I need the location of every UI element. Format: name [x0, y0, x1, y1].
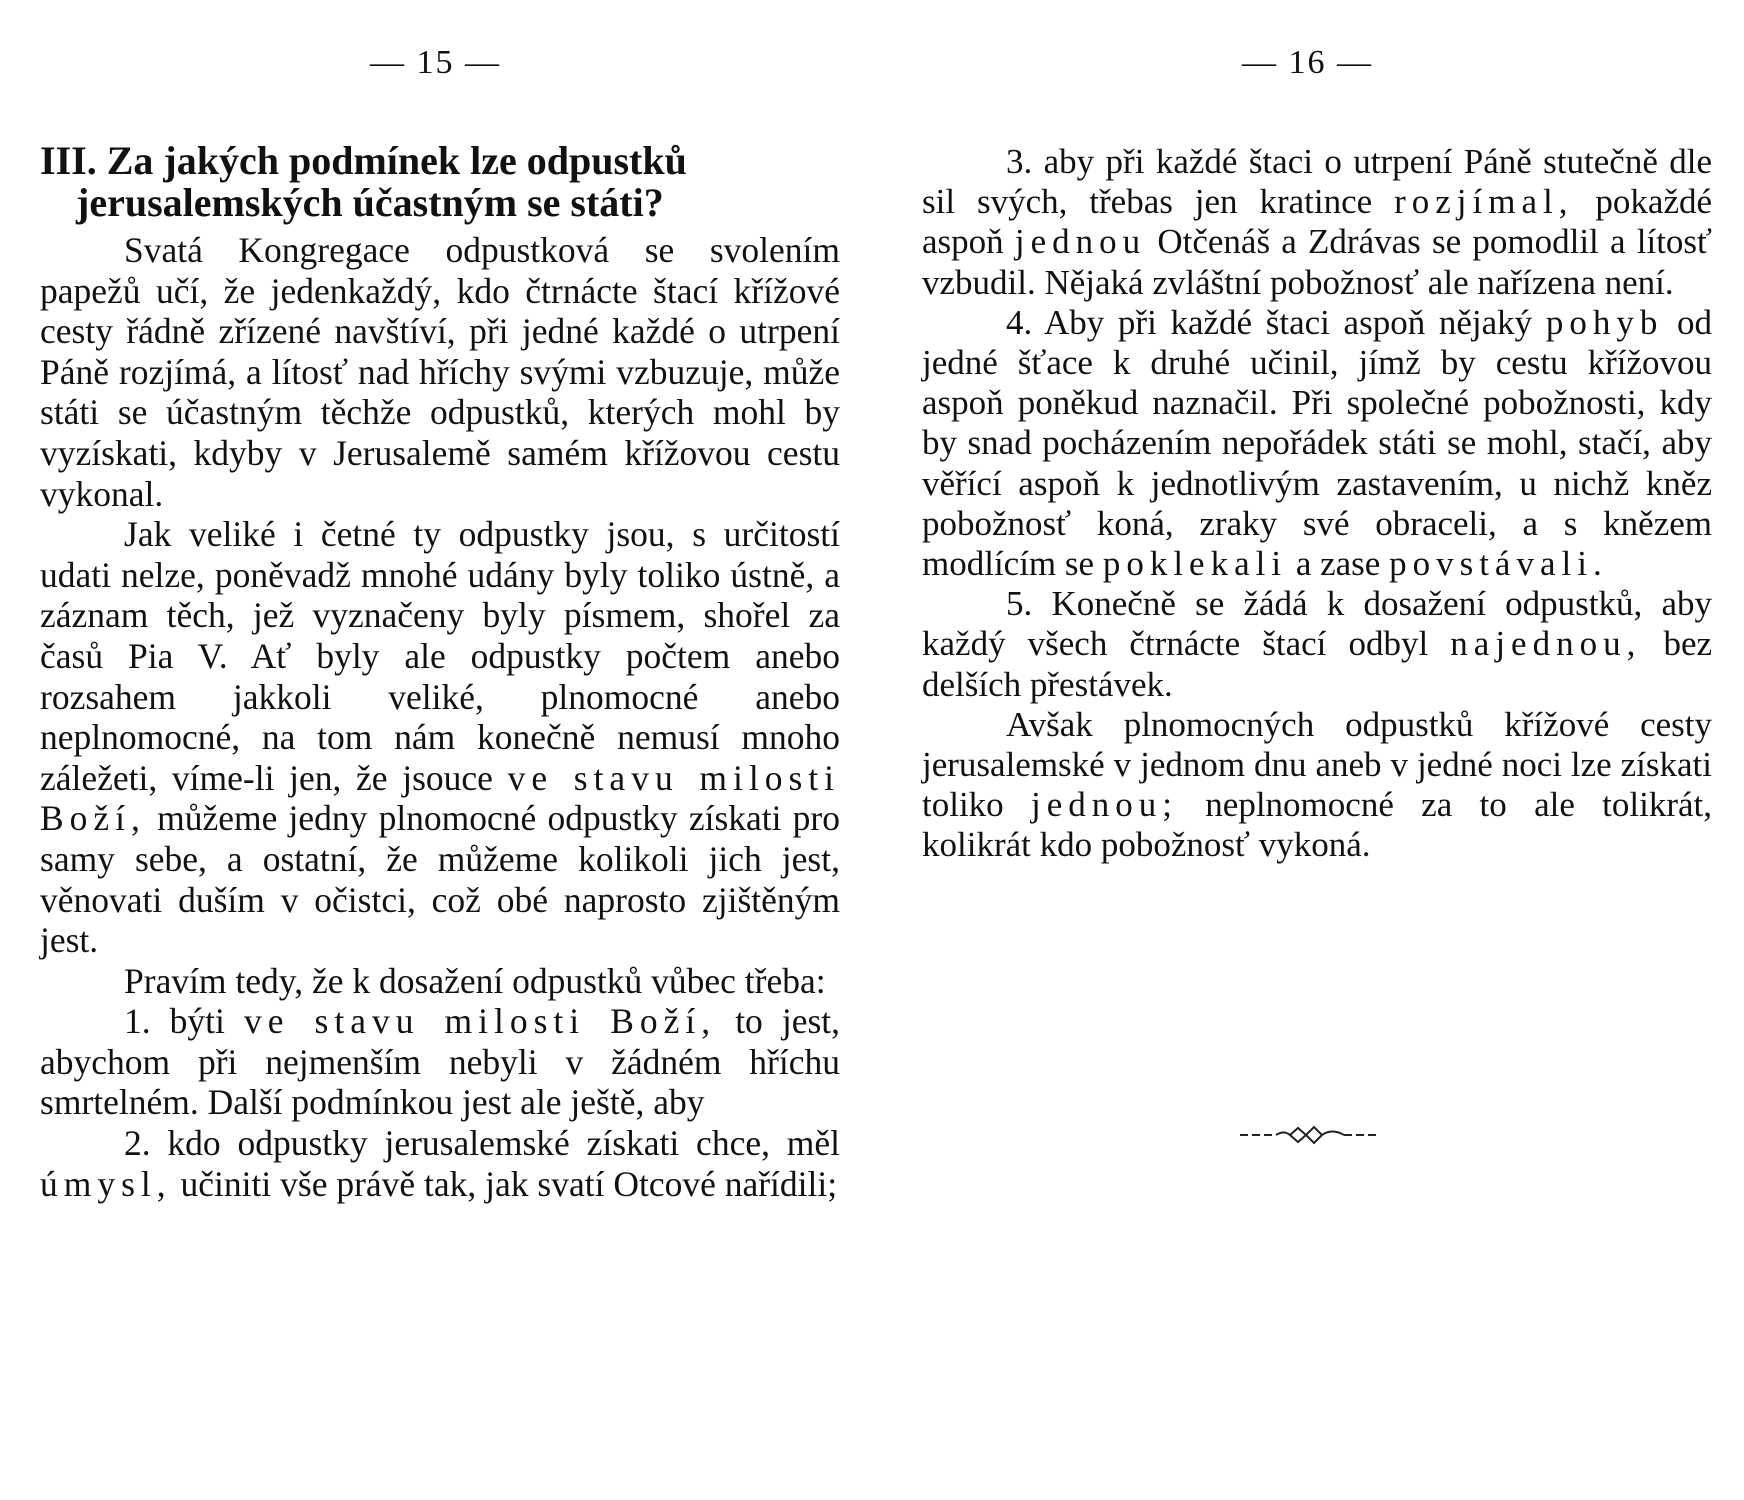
- paragraph: Pravím tedy, že k dosažení odpustků vůbec třeba:: [124, 960, 826, 1001]
- text-run: pokaždé aspoň: [922, 182, 1713, 262]
- emphasis-text: povstávali.: [1389, 544, 1608, 584]
- text-run: 4. Aby při každé štaci aspoň nějaký: [1006, 302, 1533, 342]
- page-number: — 16 —: [1242, 44, 1373, 81]
- emphasis-text: ve stavu milosti Boží,: [243, 1001, 717, 1042]
- paragraph: Svatá Kongregace odpustková se svolením papežů učí, že jedenkaždý, kdo čtrnácte štací křížové cesty řádně zřízené navštíví, při jedné každé o utrpení Páně rozjímá, a lítosť nad hříchy svými vzbuzuje, může státi se účastným těchže odpustků, kterých mohl by vyzískati, kdyby v Jerusalemě samém křížovou cestu vykonal.: [40, 230, 840, 514]
- text-run: bez delších přestávek.: [922, 624, 1713, 704]
- ornament-divider-icon: [1240, 1118, 1380, 1148]
- text-run: učiniti vše právě tak, jak svatí Otcové nařídili;: [180, 1163, 838, 1204]
- emphasis-text: ve stavu milosti Boží,: [40, 757, 840, 839]
- heading-line-1: III. Za jakých podmínek lze odpustků: [40, 138, 687, 183]
- paragraph: [40, 1123, 840, 1204]
- emphasis-text: rozjímal,: [1394, 182, 1574, 222]
- emphasis-text: úmysl,: [40, 1163, 172, 1204]
- text-run: 1. býti: [124, 1001, 225, 1042]
- paragraph: [922, 584, 1712, 705]
- paragraph: [40, 1001, 840, 1123]
- emphasis-text: poklekali: [1102, 544, 1288, 584]
- left-page: [40, 0, 840, 1500]
- page-number: — 15 —: [370, 44, 501, 81]
- text-run: 2. kdo odpustky jerusalemské získati chce, měl: [124, 1123, 840, 1164]
- text-run: to jest, abychom při nejmenším nebyli v žádném hříchu smrtelném. Další podmínkou jest ale ještě, aby: [40, 1001, 841, 1123]
- paragraph: [922, 142, 1712, 303]
- section-heading: [40, 140, 840, 224]
- heading-line-2: jerusalemských účastným se státi?: [76, 180, 664, 225]
- text-run: Otčenáš a Zdrávas se pomodlil a lítosť vzbudil. Nějaká zvláštní pobožnosť ale nařízena není.: [922, 222, 1712, 302]
- right-page: [922, 0, 1712, 1500]
- emphasis-text: jednou: [1014, 222, 1147, 262]
- text-run: neplnomocné za to ale tolikrát, kolikrát kdo pobožnosť vykoná.: [922, 785, 1713, 865]
- paragraph: [40, 514, 840, 961]
- left-page-content: [40, 140, 840, 1204]
- text-run: 3. aby při každé štaci o utrpení Páně stutečně dle sil svých, třebas jen kratince: [922, 142, 1712, 222]
- text-run: a zase: [1295, 544, 1381, 584]
- paragraph: [922, 705, 1712, 866]
- emphasis-text: jednou;: [1031, 785, 1178, 825]
- text-run: Avšak plnomocných odpustků křížové cesty jerusalemské v jednom dnu aneb v jedné noci lze získati toliko: [922, 704, 1712, 825]
- right-page-content: [922, 142, 1712, 866]
- emphasis-text: pohyb: [1545, 302, 1664, 342]
- text-run: od jedné šťace k druhé učinil, jímž by cestu křížovou aspoň poněkud naznačil. Při společné pobožnosti, kdy by snad pocházením nepořádek státi se mohl, stačí, aby věřící aspoň k jednotlivým zastavením, u nichž kněz pobožnosť koná, zraky své obraceli, a s knězem modlícím se: [922, 302, 1713, 584]
- emphasis-text: najednou,: [1450, 624, 1642, 664]
- text-run: můžeme jedny plnomocné odpustky získati pro samy sebe, a ostatní, že můžeme kolikoli jich jest, věnovati duším v očistci, což obé naprosto zjištěným jest.: [40, 798, 840, 961]
- text-run: 5. Konečně se žádá k dosažení odpustků, aby každý všech čtrnácte štací odbyl: [922, 584, 1712, 664]
- paragraph: [922, 303, 1712, 584]
- text-run: Jak veliké i četné ty odpustky jsou, s určitostí udati nelze, poněvadž mnohé udány byly toliko ústně, a záznam těch, jež vyznačeny byly písmem, shořel za časů Pia V. Ať byly ale odpustky počtem anebo rozsahem jakkoli veliké, plnomocné anebo neplnomocné, na tom nám konečně nemusí mnoho záležeti, víme-li jen, že jsouce: [40, 514, 840, 798]
